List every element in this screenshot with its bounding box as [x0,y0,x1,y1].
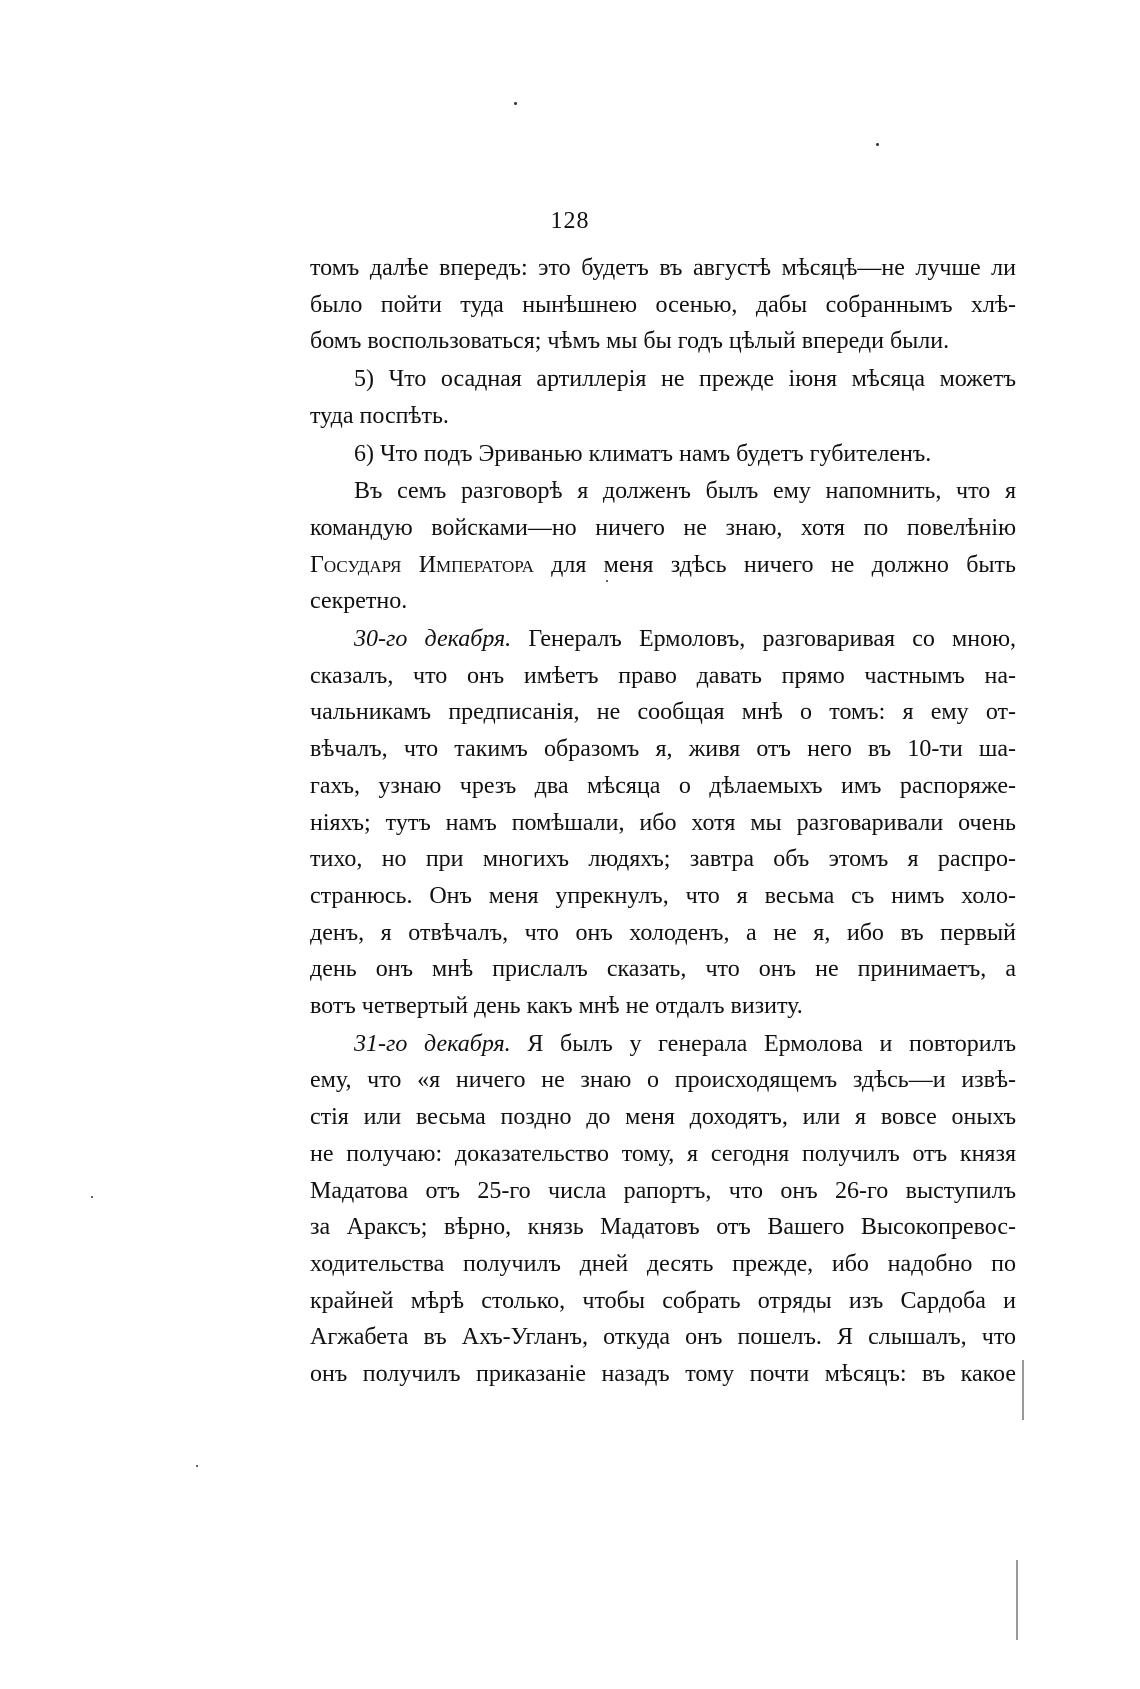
body-text [310,250,1016,1394]
text-line: вотъ четвертый день какъ мнѣ не отдалъ визиту. [310,993,803,1020]
scan-edge-line [1016,1560,1018,1640]
text-line: было пойти туда нынѣшнею осенью, дабы собраннымъ хлѣ- [310,291,1016,318]
text-fragment: Генералъ Ермоловъ, разговаривая со мною, [528,626,1017,653]
text-line: бомъ воспользоваться; чѣмъ мы бы годъ цѣлый впереди были. [310,328,950,355]
emperor-title: Императора [418,551,534,578]
text-fragment: для меня здѣсь ничего не должно быть [551,551,1016,578]
text-line: Въ семъ разговорѣ я долженъ былъ ему напомнить, что я [354,478,1016,505]
text-line: не получаю: доказательство тому, я сегодня получилъ отъ князя [310,1140,1016,1167]
text-line: вѣчалъ, что такимъ образомъ я, живя отъ него въ 10-ти ша- [310,736,1016,763]
scan-speck [196,1465,198,1467]
text-line [310,621,1016,658]
sovereign-title: Государя [310,551,402,578]
text-line: стія или весьма поздно до меня доходятъ, или я вовсе оныхъ [310,1104,1016,1131]
text-line: туда поспѣть. [310,402,449,429]
text-line: командую войсками—но ничего не знаю, хотя по повелѣнію [310,514,1016,541]
text-line: ему, что «я ничего не знаю о происходящемъ здѣсь—и извѣ- [310,1067,1016,1094]
paragraph [310,473,1016,620]
text-line: ходительства получилъ дней десять прежде, ибо надобно по [310,1250,1016,1277]
entry-date: 30-го декабря. [354,626,512,653]
text-line: странюсь. Онъ меня упрекнулъ, что я весьма съ нимъ холо- [310,882,1016,909]
text-line: чальникамъ предписанія, не сообщая мнѣ о томъ: я ему от- [310,699,1016,726]
page-number: 128 [550,208,590,234]
paragraph [310,250,1016,360]
text-line: Мадатова отъ 25-го числа рапортъ, что онъ 26-го выступилъ [310,1177,1016,1204]
text-line: онъ получилъ приказаніе назадъ тому почти мѣсяцъ: въ какое [310,1361,1016,1388]
scan-speck [876,143,879,146]
paragraph [310,361,1016,434]
text-line [310,547,1016,584]
text-line: 6) Что подъ Эриванью климатъ намъ будетъ губителенъ. [354,440,932,467]
text-line: денъ, я отвѣчалъ, что онъ холоденъ, а не я, ибо въ первый [310,919,1016,946]
diary-entry [310,621,1016,1025]
text-line: ніяхъ; тутъ намъ помѣшали, ибо хотя мы разговаривали очень [310,809,1016,836]
text-line: 5) Что осадная артиллерія не прежде іюня мѣсяца можетъ [354,366,1016,393]
text-line [310,1026,1016,1063]
scan-edge-line [1022,1360,1024,1420]
text-fragment: Я былъ у генерала Ермолова и повторилъ [527,1030,1016,1057]
text-line: за Араксъ; вѣрно, князь Мадатовъ отъ Вашего Высокопревос- [310,1214,1016,1241]
scan-speck [91,1196,93,1198]
text-line: Агжабета въ Ахъ-Угланъ, откуда онъ пошелъ. Я слышалъ, что [310,1324,1016,1351]
diary-entry [310,1026,1016,1393]
text-line: крайней мѣрѣ столько, чтобы собрать отряды изъ Сардоба и [310,1287,1016,1314]
text-line: тихо, но при многихъ людяхъ; завтра объ этомъ я распро- [310,846,1016,873]
scan-speck [514,102,517,105]
paragraph [310,436,1016,473]
text-line: сказалъ, что онъ имѣетъ право давать прямо частнымъ на- [310,662,1016,689]
text-line: день онъ мнѣ прислалъ сказать, что онъ не принимаетъ, а [310,956,1016,983]
entry-date: 31-го декабря. [354,1030,511,1057]
text-line: томъ далѣе впередъ: это будетъ въ августѣ мѣсяцѣ—не лучше ли [310,255,1016,281]
text-line: гахъ, узнаю чрезъ два мѣсяца о дѣлаемыхъ имъ распоряже- [310,772,1016,799]
text-line: секретно. [310,588,408,615]
